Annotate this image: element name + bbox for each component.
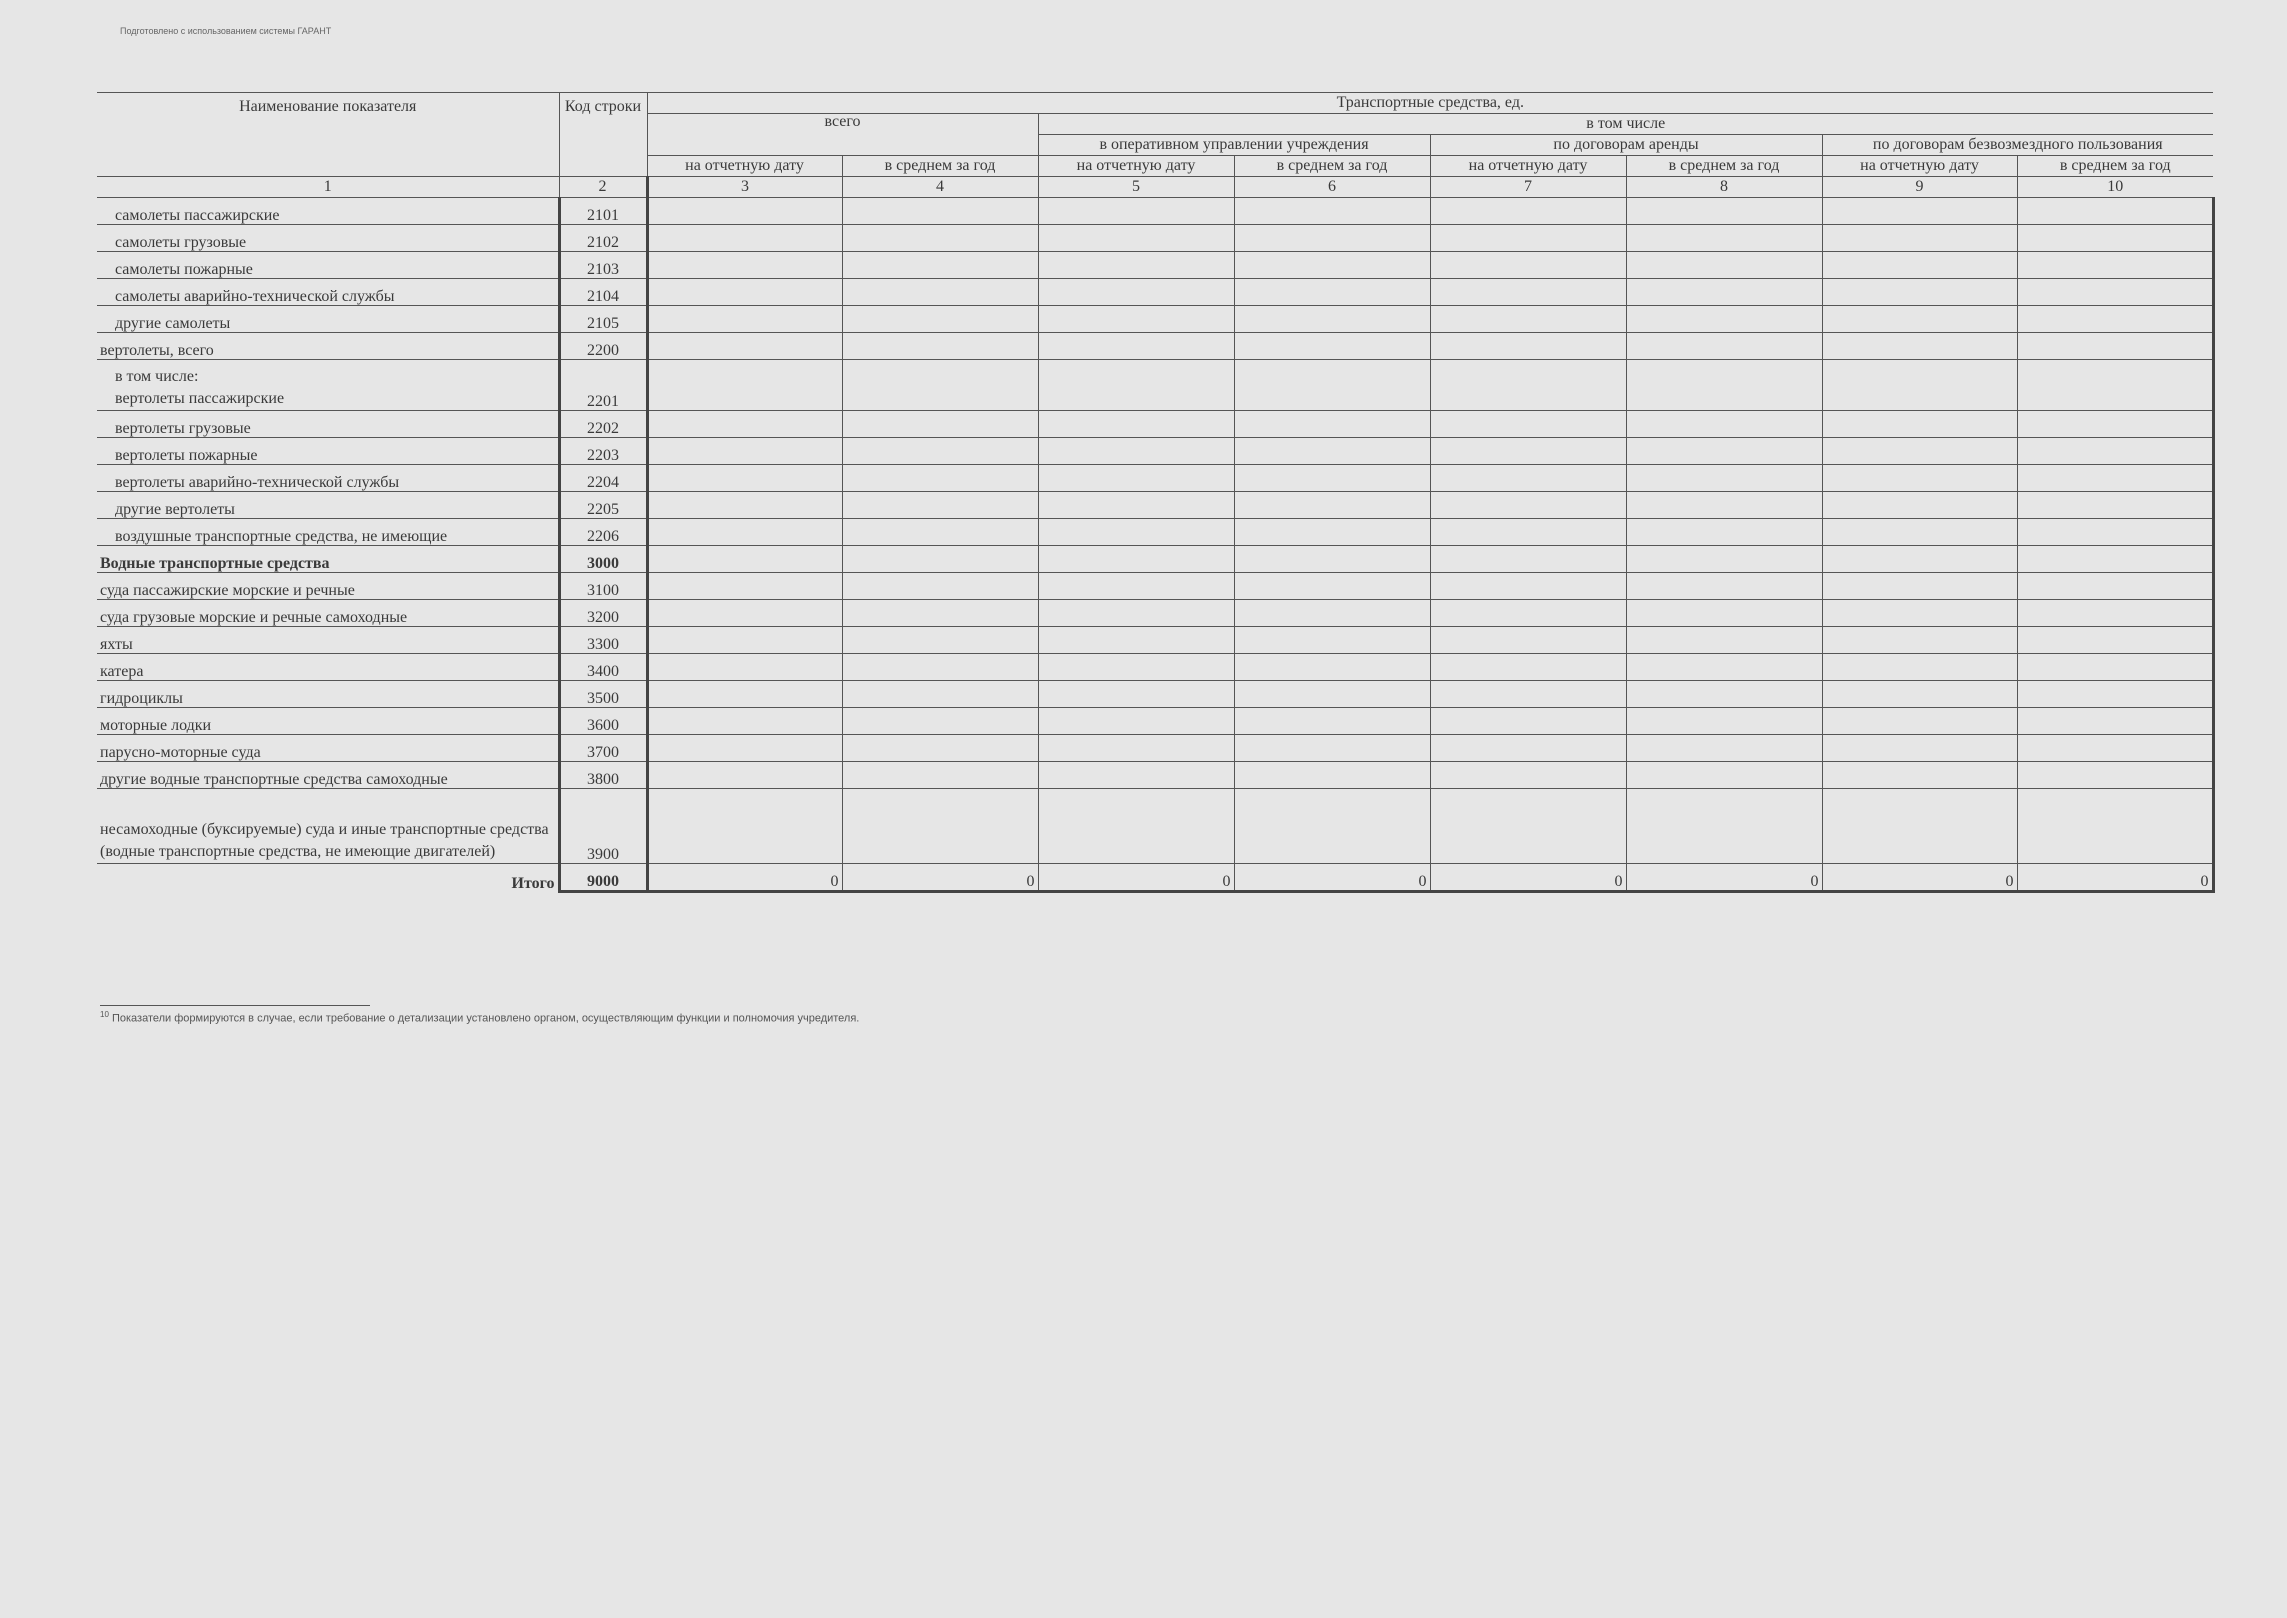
- value-cell[interactable]: [2017, 198, 2213, 225]
- value-cell[interactable]: [1234, 681, 1430, 708]
- value-cell[interactable]: [2017, 411, 2213, 438]
- row-code: 3200: [559, 600, 647, 627]
- value-cell[interactable]: [842, 411, 1038, 438]
- row-code: 2104: [559, 279, 647, 306]
- value-cell[interactable]: [1430, 438, 1626, 465]
- row-name: другие водные транспортные средства самоходные: [97, 762, 559, 789]
- value-cell[interactable]: [1038, 198, 1234, 225]
- total-value: 0: [1038, 864, 1234, 892]
- value-cell[interactable]: [1038, 600, 1234, 627]
- row-name: самолеты пассажирские: [97, 198, 559, 225]
- value-cell[interactable]: [1430, 492, 1626, 519]
- value-cell[interactable]: [1430, 252, 1626, 279]
- value-cell[interactable]: [1430, 360, 1626, 411]
- row-name: моторные лодки: [97, 708, 559, 735]
- value-cell[interactable]: [842, 492, 1038, 519]
- header-on-date: на отчетную дату: [1430, 156, 1626, 177]
- row-prefix: в том числе:: [115, 368, 199, 385]
- value-cell[interactable]: [1234, 438, 1430, 465]
- value-cell[interactable]: [647, 708, 842, 735]
- row-code: 2105: [559, 306, 647, 333]
- value-cell[interactable]: [1822, 411, 2017, 438]
- header-on-date: на отчетную дату: [1038, 156, 1234, 177]
- value-cell[interactable]: [647, 681, 842, 708]
- value-cell[interactable]: [1038, 627, 1234, 654]
- row-code: 3600: [559, 708, 647, 735]
- value-cell[interactable]: [1234, 252, 1430, 279]
- total-value: 0: [1822, 864, 2017, 892]
- value-cell[interactable]: [1626, 654, 1822, 681]
- row-name: катера: [97, 654, 559, 681]
- value-cell[interactable]: [842, 360, 1038, 411]
- column-number: 7: [1430, 177, 1626, 198]
- table-row: [97, 654, 2213, 681]
- value-cell[interactable]: [647, 225, 842, 252]
- value-cell[interactable]: [2017, 279, 2213, 306]
- value-cell[interactable]: [1234, 735, 1430, 762]
- value-cell[interactable]: [1234, 306, 1430, 333]
- header-on-date: на отчетную дату: [647, 156, 842, 177]
- value-cell[interactable]: [2017, 546, 2213, 573]
- value-cell[interactable]: [1038, 225, 1234, 252]
- total-label: Итого: [97, 864, 559, 892]
- total-value: 0: [2017, 864, 2213, 892]
- value-cell[interactable]: [2017, 789, 2213, 864]
- column-number: 3: [647, 177, 842, 198]
- value-cell[interactable]: [647, 252, 842, 279]
- footnote-mark: 10: [100, 1010, 109, 1019]
- table-row: [97, 279, 2213, 306]
- value-cell[interactable]: [2017, 519, 2213, 546]
- value-cell[interactable]: [1234, 360, 1430, 411]
- value-cell[interactable]: [647, 735, 842, 762]
- row-name: вертолеты, всего: [97, 333, 559, 360]
- value-cell[interactable]: [2017, 681, 2213, 708]
- value-cell[interactable]: [1822, 681, 2017, 708]
- table-row: [97, 198, 2213, 225]
- header-avg-year: в среднем за год: [1626, 156, 1822, 177]
- value-cell[interactable]: [1234, 708, 1430, 735]
- row-name: суда грузовые морские и речные самоходные: [97, 600, 559, 627]
- header-including: в том числе: [1038, 114, 2213, 135]
- value-cell[interactable]: [2017, 573, 2213, 600]
- value-cell[interactable]: [842, 438, 1038, 465]
- row-code: 2204: [559, 465, 647, 492]
- value-cell[interactable]: [1626, 438, 1822, 465]
- value-cell[interactable]: [2017, 492, 2213, 519]
- column-number: 8: [1626, 177, 1822, 198]
- value-cell[interactable]: [1234, 789, 1430, 864]
- value-cell[interactable]: [1038, 573, 1234, 600]
- value-cell[interactable]: [1626, 708, 1822, 735]
- row-code: 2205: [559, 492, 647, 519]
- table-row: [97, 600, 2213, 627]
- value-cell[interactable]: [647, 279, 842, 306]
- value-cell[interactable]: [1822, 735, 2017, 762]
- value-cell[interactable]: [1234, 762, 1430, 789]
- value-cell[interactable]: [1822, 225, 2017, 252]
- value-cell[interactable]: [1430, 519, 1626, 546]
- value-cell[interactable]: [2017, 306, 2213, 333]
- value-cell[interactable]: [1430, 333, 1626, 360]
- row-code: 3100: [559, 573, 647, 600]
- table-row: [97, 360, 2213, 411]
- header-code: Код строки: [559, 93, 647, 177]
- row-code: 3800: [559, 762, 647, 789]
- row-code: 2200: [559, 333, 647, 360]
- row-name: вертолеты пожарные: [97, 438, 559, 465]
- table-row: [97, 411, 2213, 438]
- value-cell[interactable]: [1822, 546, 2017, 573]
- value-cell[interactable]: [1234, 225, 1430, 252]
- value-cell[interactable]: [2017, 735, 2213, 762]
- total-value: 0: [1430, 864, 1626, 892]
- row-name: несамоходные (буксируемые) суда и иные транспортные средства (водные транспортные средства, не имеющие двигателей): [97, 789, 559, 864]
- value-cell[interactable]: [1626, 546, 1822, 573]
- row-code: 3300: [559, 627, 647, 654]
- transport-table: [97, 92, 2215, 893]
- value-cell[interactable]: [2017, 333, 2213, 360]
- value-cell[interactable]: [1626, 411, 1822, 438]
- header-avg-year: в среднем за год: [842, 156, 1038, 177]
- value-cell[interactable]: [2017, 654, 2213, 681]
- value-cell[interactable]: [1430, 279, 1626, 306]
- source-note: Подготовлено с использованием системы ГАРАНТ: [120, 26, 332, 36]
- value-cell[interactable]: [842, 198, 1038, 225]
- value-cell[interactable]: [1822, 465, 2017, 492]
- value-cell[interactable]: [647, 360, 842, 411]
- header-on-date: на отчетную дату: [1822, 156, 2017, 177]
- value-cell[interactable]: [1430, 600, 1626, 627]
- row-name: парусно-моторные суда: [97, 735, 559, 762]
- value-cell[interactable]: [1626, 333, 1822, 360]
- value-cell[interactable]: [647, 600, 842, 627]
- total-value: 0: [647, 864, 842, 892]
- row-name: другие вертолеты: [97, 492, 559, 519]
- value-cell[interactable]: [1626, 600, 1822, 627]
- row-code: 2101: [559, 198, 647, 225]
- table-row: [97, 762, 2213, 789]
- row-name: [97, 360, 559, 411]
- column-number: 6: [1234, 177, 1430, 198]
- table-row: [97, 681, 2213, 708]
- value-cell[interactable]: [1626, 492, 1822, 519]
- value-cell[interactable]: [1430, 573, 1626, 600]
- value-cell[interactable]: [1038, 465, 1234, 492]
- value-cell[interactable]: [1038, 411, 1234, 438]
- value-cell[interactable]: [1626, 465, 1822, 492]
- value-cell[interactable]: [1626, 279, 1822, 306]
- value-cell[interactable]: [1626, 735, 1822, 762]
- value-cell[interactable]: [842, 600, 1038, 627]
- value-cell[interactable]: [1822, 708, 2017, 735]
- value-cell[interactable]: [1626, 573, 1822, 600]
- header-operative: в оперативном управлении учреждения: [1038, 135, 1430, 156]
- table-row: [97, 252, 2213, 279]
- value-cell[interactable]: [842, 306, 1038, 333]
- value-cell[interactable]: [2017, 252, 2213, 279]
- total-code: 9000: [559, 864, 647, 892]
- row-code: 2202: [559, 411, 647, 438]
- value-cell[interactable]: [1038, 735, 1234, 762]
- value-cell[interactable]: [1430, 411, 1626, 438]
- row-code: 3500: [559, 681, 647, 708]
- value-cell[interactable]: [1038, 333, 1234, 360]
- value-cell[interactable]: [842, 789, 1038, 864]
- value-cell[interactable]: [842, 654, 1038, 681]
- value-cell[interactable]: [1038, 546, 1234, 573]
- value-cell[interactable]: [647, 438, 842, 465]
- header-free-use: по договорам безвозмездного пользования: [1822, 135, 2213, 156]
- header-transport: Транспортные средства, ед.: [647, 93, 2213, 114]
- value-cell[interactable]: [1038, 654, 1234, 681]
- value-cell[interactable]: [1626, 198, 1822, 225]
- total-value: 0: [1234, 864, 1430, 892]
- value-cell[interactable]: [1822, 519, 2017, 546]
- value-cell[interactable]: [647, 333, 842, 360]
- value-cell[interactable]: [1430, 654, 1626, 681]
- footnote-text: Показатели формируются в случае, если требование о детализации установлено органом, осуществляющим функции и полномочия учредителя.: [111, 1012, 860, 1025]
- value-cell[interactable]: [842, 279, 1038, 306]
- value-cell[interactable]: [1430, 789, 1626, 864]
- value-cell[interactable]: [842, 519, 1038, 546]
- row-name: суда пассажирские морские и речные: [97, 573, 559, 600]
- row-code: 2206: [559, 519, 647, 546]
- value-cell[interactable]: [1430, 225, 1626, 252]
- value-cell[interactable]: [1234, 198, 1430, 225]
- table-row: [97, 789, 2213, 864]
- value-cell[interactable]: [1430, 708, 1626, 735]
- value-cell[interactable]: [1234, 573, 1430, 600]
- value-cell[interactable]: [1234, 627, 1430, 654]
- table-row: [97, 492, 2213, 519]
- value-cell[interactable]: [1822, 762, 2017, 789]
- table-row: [97, 333, 2213, 360]
- column-number: 2: [559, 177, 647, 198]
- value-cell[interactable]: [1430, 198, 1626, 225]
- row-label: вертолеты пассажирские: [115, 390, 285, 407]
- value-cell[interactable]: [647, 465, 842, 492]
- value-cell[interactable]: [1038, 306, 1234, 333]
- table-row: [97, 735, 2213, 762]
- value-cell[interactable]: [2017, 438, 2213, 465]
- header-lease: по договорам аренды: [1430, 135, 1822, 156]
- value-cell[interactable]: [1822, 333, 2017, 360]
- row-name: самолеты грузовые: [97, 225, 559, 252]
- footnote: [100, 1010, 859, 1025]
- table-row: [97, 225, 2213, 252]
- value-cell[interactable]: [842, 627, 1038, 654]
- value-cell[interactable]: [1038, 681, 1234, 708]
- total-row: [97, 864, 2213, 892]
- value-cell[interactable]: [1234, 279, 1430, 306]
- value-cell[interactable]: [1234, 546, 1430, 573]
- value-cell[interactable]: [2017, 708, 2213, 735]
- value-cell[interactable]: [647, 627, 842, 654]
- header-name: Наименование показателя: [97, 93, 559, 177]
- value-cell[interactable]: [842, 546, 1038, 573]
- row-name: самолеты пожарные: [97, 252, 559, 279]
- row-name: воздушные транспортные средства, не имеющие: [97, 519, 559, 546]
- value-cell[interactable]: [1038, 279, 1234, 306]
- footnote-divider: [100, 1005, 370, 1006]
- value-cell[interactable]: [1626, 306, 1822, 333]
- row-code: 3700: [559, 735, 647, 762]
- value-cell[interactable]: [647, 789, 842, 864]
- value-cell[interactable]: [1822, 600, 2017, 627]
- table-row: [97, 573, 2213, 600]
- header-avg-year: в среднем за год: [1234, 156, 1430, 177]
- column-number: 1: [97, 177, 559, 198]
- value-cell[interactable]: [647, 198, 842, 225]
- value-cell[interactable]: [1822, 573, 2017, 600]
- row-name: самолеты аварийно-технической службы: [97, 279, 559, 306]
- table-row: [97, 438, 2213, 465]
- value-cell[interactable]: [1234, 519, 1430, 546]
- value-cell[interactable]: [1038, 708, 1234, 735]
- value-cell[interactable]: [2017, 360, 2213, 411]
- value-cell[interactable]: [2017, 465, 2213, 492]
- value-cell[interactable]: [1626, 681, 1822, 708]
- table-row: [97, 465, 2213, 492]
- row-code: 3000: [559, 546, 647, 573]
- value-cell[interactable]: [1626, 360, 1822, 411]
- table-row: [97, 306, 2213, 333]
- header-avg-year: в среднем за год: [2017, 156, 2213, 177]
- row-code: 2203: [559, 438, 647, 465]
- value-cell[interactable]: [1822, 252, 2017, 279]
- value-cell[interactable]: [1822, 627, 2017, 654]
- table-row: [97, 546, 2213, 573]
- row-name: другие самолеты: [97, 306, 559, 333]
- value-cell[interactable]: [1626, 519, 1822, 546]
- column-number: 10: [2017, 177, 2213, 198]
- value-cell[interactable]: [1822, 438, 2017, 465]
- value-cell[interactable]: [842, 681, 1038, 708]
- table-row: [97, 519, 2213, 546]
- row-code: 2102: [559, 225, 647, 252]
- value-cell[interactable]: [1626, 762, 1822, 789]
- value-cell[interactable]: [1430, 627, 1626, 654]
- value-cell[interactable]: [1038, 492, 1234, 519]
- row-name: Водные транспортные средства: [97, 546, 559, 573]
- value-cell[interactable]: [1822, 306, 2017, 333]
- value-cell[interactable]: [1234, 600, 1430, 627]
- value-cell[interactable]: [647, 306, 842, 333]
- value-cell[interactable]: [1626, 627, 1822, 654]
- total-value: 0: [1626, 864, 1822, 892]
- value-cell[interactable]: [1822, 789, 2017, 864]
- value-cell[interactable]: [647, 573, 842, 600]
- value-cell[interactable]: [1430, 762, 1626, 789]
- value-cell[interactable]: [1430, 546, 1626, 573]
- value-cell[interactable]: [842, 708, 1038, 735]
- value-cell[interactable]: [647, 519, 842, 546]
- row-name: яхты: [97, 627, 559, 654]
- value-cell[interactable]: [1626, 225, 1822, 252]
- value-cell[interactable]: [842, 735, 1038, 762]
- header-total: всего: [647, 114, 1038, 156]
- value-cell[interactable]: [842, 573, 1038, 600]
- value-cell[interactable]: [1038, 519, 1234, 546]
- column-number: 4: [842, 177, 1038, 198]
- value-cell[interactable]: [1038, 252, 1234, 279]
- value-cell[interactable]: [1038, 789, 1234, 864]
- value-cell[interactable]: [1822, 279, 2017, 306]
- value-cell[interactable]: [2017, 225, 2213, 252]
- value-cell[interactable]: [647, 492, 842, 519]
- column-number: 5: [1038, 177, 1234, 198]
- value-cell[interactable]: [1430, 735, 1626, 762]
- value-cell[interactable]: [1234, 465, 1430, 492]
- row-name: гидроциклы: [97, 681, 559, 708]
- value-cell[interactable]: [2017, 627, 2213, 654]
- row-code: 3400: [559, 654, 647, 681]
- row-name: вертолеты грузовые: [97, 411, 559, 438]
- value-cell[interactable]: [1822, 360, 2017, 411]
- value-cell[interactable]: [647, 546, 842, 573]
- value-cell[interactable]: [1038, 360, 1234, 411]
- row-code: 2103: [559, 252, 647, 279]
- value-cell[interactable]: [842, 252, 1038, 279]
- value-cell[interactable]: [1430, 465, 1626, 492]
- value-cell[interactable]: [1234, 654, 1430, 681]
- value-cell[interactable]: [1822, 198, 2017, 225]
- value-cell[interactable]: [1822, 654, 2017, 681]
- value-cell[interactable]: [647, 654, 842, 681]
- row-name: вертолеты аварийно-технической службы: [97, 465, 559, 492]
- value-cell[interactable]: [2017, 600, 2213, 627]
- value-cell[interactable]: [842, 333, 1038, 360]
- value-cell[interactable]: [842, 762, 1038, 789]
- value-cell[interactable]: [842, 225, 1038, 252]
- value-cell[interactable]: [647, 762, 842, 789]
- value-cell[interactable]: [1038, 762, 1234, 789]
- value-cell[interactable]: [1038, 438, 1234, 465]
- column-number: 9: [1822, 177, 2017, 198]
- row-code: 2201: [559, 360, 647, 411]
- value-cell[interactable]: [2017, 762, 2213, 789]
- value-cell[interactable]: [1430, 306, 1626, 333]
- value-cell[interactable]: [647, 411, 842, 438]
- value-cell[interactable]: [1234, 492, 1430, 519]
- table-row: [97, 708, 2213, 735]
- value-cell[interactable]: [1430, 681, 1626, 708]
- row-code: 3900: [559, 789, 647, 864]
- value-cell[interactable]: [1234, 333, 1430, 360]
- value-cell[interactable]: [1234, 411, 1430, 438]
- total-value: 0: [842, 864, 1038, 892]
- value-cell[interactable]: [1626, 789, 1822, 864]
- value-cell[interactable]: [1626, 252, 1822, 279]
- value-cell[interactable]: [842, 465, 1038, 492]
- value-cell[interactable]: [1822, 492, 2017, 519]
- table-row: [97, 627, 2213, 654]
